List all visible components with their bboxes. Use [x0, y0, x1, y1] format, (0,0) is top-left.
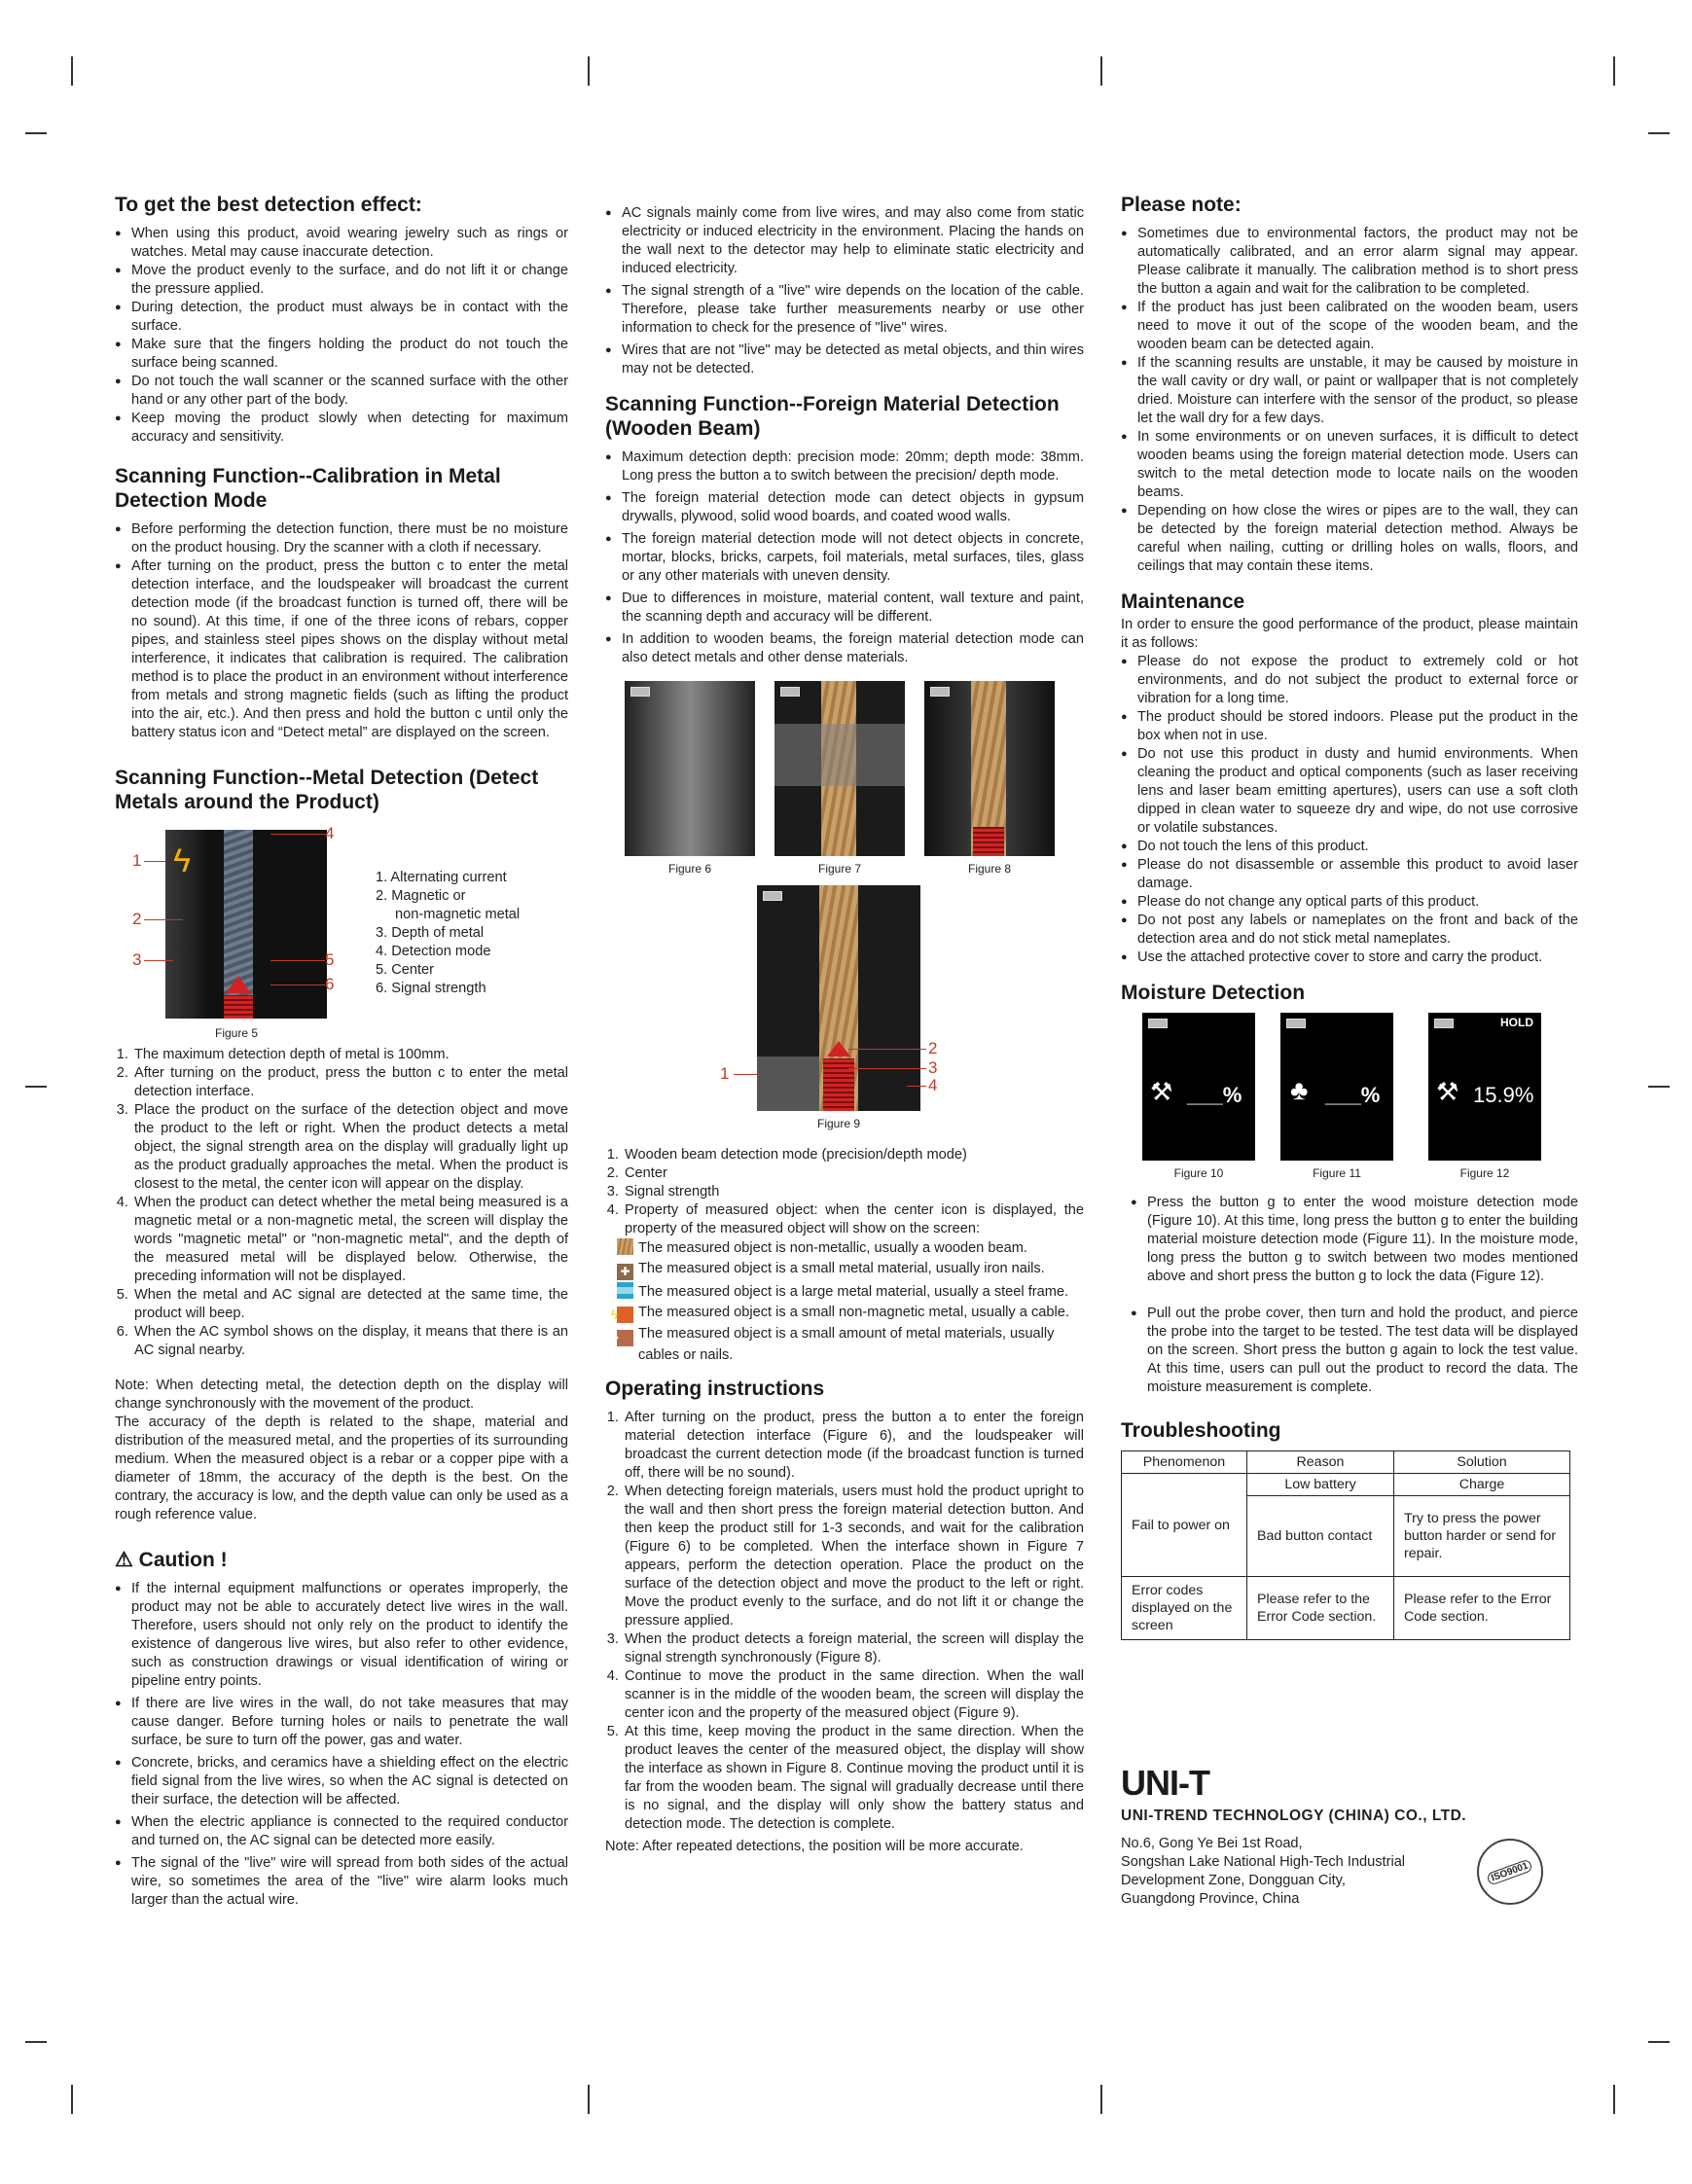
- list-item: ● Do not use this product in dusty and humid environments. When cleaning the product and optical components (such as laser receiving lens and laser beam emitting apertures), users can use a soft cloth dipped in clean water to squeeze dry and wipe, do not use corrosive or volatile substances.: [1121, 745, 1578, 838]
- figure-7-caption: Figure 7: [817, 862, 862, 876]
- signal-strength-bars: [823, 1058, 854, 1111]
- iso-seal-icon: ISO9001: [1477, 1839, 1543, 1905]
- list-item: ● Do not post any labels or nameplates on the front and back of the detection area and do not stick metal nameplates.: [1121, 912, 1578, 949]
- list-item: ● Maximum detection depth: precision mode: 20mm; depth mode: 38mm. Long press the button a to switch between the precision/ depth mode.: [605, 448, 1084, 485]
- list-item: 5. When the metal and AC signal are detected at the same time, the product will beep.: [132, 1286, 568, 1323]
- list-item: 2. Center: [623, 1164, 1084, 1183]
- list-item: 1. The maximum detection depth of metal is 100mm.: [132, 1046, 568, 1064]
- figure-9-screen: [757, 885, 920, 1111]
- callout-1: 1: [132, 851, 142, 870]
- table-row: [1122, 1451, 1570, 1474]
- list-item: 4. Property of measured object: when the center icon is displayed, the property of the measured object will show on the screen:: [623, 1201, 1084, 1238]
- best-effect-title: To get the best detection effect:: [115, 194, 422, 216]
- property-row: The measured object is a large metal material, usually a steel frame.: [617, 1282, 1084, 1302]
- address-line: No.6, Gong Ye Bei 1st Road,: [1121, 1836, 1303, 1851]
- list-item: ● During detection, the product must always be in contact with the surface.: [115, 299, 568, 336]
- list-item: ● If the internal equipment malfunctions or operates improperly, the product may not be able to accurately detect live wires in the wall. Therefore, users should not only rely on the product to identify the existence of dangerous live wires, but also refer to other evidence, such as construction drawings or visual identification of wiring or pipeline entry points.: [115, 1580, 568, 1691]
- list-item: 1. After turning on the product, press the button a to enter the foreign material detection interface (Figure 6), and the loudspeaker will broadcast the current detection mode (if the broadcast function is turned off, there will be no sound).: [623, 1409, 1084, 1483]
- crop-mark: [1613, 2085, 1615, 2114]
- callout-6: 6: [325, 975, 335, 993]
- troubleshooting-table: [1121, 1450, 1570, 1640]
- address-line: Songshan Lake National High-Tech Industrial: [1121, 1854, 1406, 1870]
- crop-mark: [588, 2085, 590, 2114]
- moisture-reading: ___%: [1325, 1083, 1381, 1107]
- maintenance-intro: In order to ensure the good performance of the product, please maintain it as follows:: [1121, 617, 1578, 651]
- table-cell: Error codes displayed on the screen: [1122, 1577, 1247, 1640]
- moisture-title: Moisture Detection: [1121, 982, 1306, 1004]
- list-item: 2. When detecting foreign materials, users must hold the product upright to the wall and then short press the foreign material detection button. And then keep the product still for 1-3 seconds, and wait for the calibration (Figure 6) to be completed. When the interface shown in Figure 7 appears, perform the detection operation. Place the product on the surface of the detection object and move the product to the left or right. Move the product evenly to the surface, and do not lift it or change the pressure applied.: [623, 1483, 1084, 1630]
- operating-note: Note: After repeated detections, the position will be more accurate.: [605, 1839, 1024, 1854]
- crop-mark: [1100, 2085, 1102, 2114]
- legend-item: 4. Detection mode: [376, 944, 491, 959]
- moisture-reading: 15.9%: [1473, 1083, 1534, 1107]
- figure-9-caption: Figure 9: [816, 1117, 861, 1130]
- list-item: ● Make sure that the fingers holding the product do not touch the surface being scanned.: [115, 336, 568, 373]
- column-middle: [605, 193, 1084, 1856]
- legend-item: 5. Center: [376, 962, 435, 978]
- legend-item: 1. Alternating current: [376, 870, 507, 885]
- list-item: ● Due to differences in moisture, material content, wall texture and paint, the scanning depth and accuracy will be different.: [605, 590, 1084, 627]
- list-item: ● After turning on the product, press the button c to enter the metal detection interface, and the loudspeaker will broadcast the current detection mode (if the broadcast function is turned off, there will be no sound). At this time, if one of the three icons of rebars, copper pipes, and stainless steel pipes shows on the display without metal interference, it indicates that calibration is required. The calibration method is to place the product in an environment without interference from metals and strong magnetic fields (such as lifting the product into the air, etc.). And then press and hold the button c until only the battery status icon and “Detect metal” are displayed on the screen.: [115, 557, 568, 742]
- metal-note: The accuracy of the depth is related to the shape, material and distribution of the measured metal, and the properties of its surrounding medium. When the measured object is a rebar or a copper pipe with a diameter of 18mm, the accuracy of the depth is the best. On the contrary, the accuracy is low, and the depth value can only be used as a rough reference value.: [115, 1414, 568, 1522]
- table-cell: Please refer to the Error Code section.: [1247, 1577, 1394, 1640]
- signal-strength-bars: [973, 827, 1004, 856]
- moisture-reading: ___%: [1187, 1083, 1242, 1107]
- table-cell: Charge: [1394, 1474, 1570, 1496]
- tree-icon: ♣: [1290, 1075, 1309, 1105]
- figure-11-screen: [1280, 1013, 1393, 1161]
- legend-item: 2. Magnetic or: [376, 888, 466, 904]
- list-item: ● Press the button g to enter the wood moisture detection mode (Figure 10). At this time, long press the button g to enter the building material moisture detection mode (Figure 11). In the moisture mode, long press the button g to switch between two modes mentioned above and short press the button g to lock the data (Figure 12).: [1131, 1194, 1578, 1286]
- company-name: UNI-TREND TECHNOLOGY (CHINA) CO., LTD.: [1121, 1808, 1467, 1824]
- center-icon: [226, 976, 251, 993]
- list-item: ● Do not touch the lens of this product.: [1121, 838, 1578, 856]
- company-block: [1121, 1765, 1578, 1911]
- ac-signal-list: [605, 204, 1084, 378]
- list-item: 2. After turning on the product, press the button c to enter the metal detection interface.: [132, 1064, 568, 1101]
- address-line: Guangdong Province, China: [1121, 1891, 1300, 1907]
- figure-7-screen: [774, 681, 905, 856]
- maintenance-list: [1121, 653, 1578, 967]
- figure-12-screen: [1428, 1013, 1541, 1161]
- list-item: ● Sometimes due to environmental factors, the product may not be automatically calibrated, and an error alarm signal may appear. Please calibrate it manually. The calibration method is to short press the button a again and wait for the calibration to be completed.: [1121, 225, 1578, 299]
- list-item: ● Use the attached protective cover to store and carry the product.: [1121, 949, 1578, 967]
- list-item: ● Before performing the detection function, there must be no moisture on the product housing. Dry the scanner with a cloth if necessary.: [115, 520, 568, 557]
- figure-5-caption: Figure 5: [214, 1026, 259, 1040]
- crop-mark: [71, 2085, 73, 2114]
- callout-3: 3: [132, 950, 142, 969]
- callout-1: 1: [720, 1064, 730, 1083]
- warning-icon: ⚠: [115, 1549, 133, 1571]
- figure-6-caption: Figure 6: [667, 862, 712, 876]
- table-header: Reason: [1247, 1451, 1394, 1474]
- maintenance-title: Maintenance: [1121, 591, 1245, 613]
- legend-item: non-magnetic metal: [395, 907, 521, 922]
- hold-indicator: HOLD: [1500, 1016, 1533, 1029]
- crop-mark: [71, 56, 73, 86]
- callout-4: 4: [325, 824, 335, 842]
- best-effect-list: [115, 225, 568, 447]
- list-item: ● AC signals mainly come from live wires, and may also come from static electricity or induced electricity in the environment. Placing the hands on the wall next to the detector may help to eliminate static electricity and induced electricity.: [605, 204, 1084, 278]
- battery-icon: [780, 687, 800, 697]
- metal-mix-icon: ◆: [617, 1330, 633, 1346]
- caution-title: ⚠ Caution !: [115, 1549, 228, 1571]
- metal-steps: [115, 1046, 568, 1360]
- legend-item: 6. Signal strength: [376, 981, 486, 996]
- list-item: ● The product should be stored indoors. Please put the product in the box when not in use.: [1121, 708, 1578, 745]
- callout-2: 2: [928, 1039, 938, 1057]
- list-item: 3. Place the product on the surface of the detection object and move the product to the left or right. When the product detects a metal object, the signal strength area on the display will gradually light up as the product gradually approaches the metal. When the product is closest to the metal, the center icon will appear on the display.: [132, 1101, 568, 1194]
- list-item: ● In some environments or on uneven surfaces, it is difficult to detect wooden beams using the foreign material detection mode. Users can switch to the metal detection mode to locate nails on the wooden beams.: [1121, 428, 1578, 502]
- list-item: 1. Wooden beam detection mode (precision/depth mode): [623, 1146, 1084, 1164]
- list-item: ● Please do not change any optical parts of this product.: [1121, 893, 1578, 912]
- figure-5: [115, 824, 568, 1046]
- callout-2: 2: [132, 910, 142, 928]
- wood-moisture-icon: ⚒: [1150, 1077, 1173, 1106]
- battery-icon: [1148, 1019, 1168, 1028]
- address-line: Development Zone, Dongguan City,: [1121, 1873, 1346, 1888]
- property-list: [605, 1238, 1084, 1365]
- list-item: ● Move the product evenly to the surface, and do not lift it or change the pressure applied.: [115, 262, 568, 299]
- ac-lightning-icon: ϟ: [173, 842, 191, 879]
- crop-mark: [25, 132, 47, 134]
- property-row: ✚ The measured object is a small metal material, usually iron nails.: [617, 1260, 1084, 1280]
- list-item: 4. When the product can detect whether the metal being measured is a magnetic metal or a non-magnetic metal, the screen will display the words "magnetic metal" or "non-magnetic metal", and the depth of the measured metal will be displayed below. Otherwise, the preceding information will not be displayed.: [132, 1194, 568, 1286]
- list-item: ● Please do not expose the product to extremely cold or hot environments, and do not subject the product to external force or vibration for a long time.: [1121, 653, 1578, 708]
- table-cell: Please refer to the Error Code section.: [1394, 1577, 1570, 1640]
- foreign-material-title: Scanning Function--Foreign Material Detection (Wooden Beam): [605, 393, 1060, 440]
- nail-icon: ✚: [617, 1264, 633, 1280]
- list-item: ● Keep moving the product slowly when detecting for maximum accuracy and sensitivity.: [115, 410, 568, 447]
- steel-frame-icon: [617, 1282, 633, 1299]
- battery-icon: [1434, 1019, 1454, 1028]
- figure-5-legend: [376, 869, 520, 998]
- figure-11-caption: Figure 11: [1313, 1166, 1361, 1180]
- list-item: ● Wires that are not "live" may be detected as metal objects, and thin wires may not be detected.: [605, 341, 1084, 378]
- wood-moisture-icon: ⚒: [1436, 1077, 1459, 1106]
- list-item: ● Pull out the probe cover, then turn and hold the product, and pierce the probe into the target to be tested. The test data will be displayed on the screen. Short press the button g again to lock the test value. At this time, users can pull out the product to record the data. The moisture measurement is complete.: [1131, 1305, 1578, 1397]
- operating-steps: [605, 1409, 1084, 1834]
- moisture-list: [1121, 1194, 1578, 1397]
- column-right: [1121, 193, 1578, 1911]
- property-row: ϟ The measured object is a small non-magnetic metal, usually a cable.: [610, 1305, 1069, 1322]
- figures-10-12: [1121, 1013, 1578, 1194]
- list-item: ● The signal strength of a "live" wire depends on the location of the cable. Therefore, please take further measurements nearby or use other information to check for the presence of "live" wires.: [605, 282, 1084, 338]
- foreign-material-list: [605, 448, 1084, 667]
- figure-6-screen: [625, 681, 755, 856]
- crop-mark: [25, 2041, 47, 2043]
- battery-icon: [1286, 1019, 1306, 1028]
- calibration-list: [115, 520, 568, 742]
- table-cell: Low battery: [1247, 1474, 1394, 1496]
- list-item: ● When using this product, avoid wearing jewelry such as rings or watches. Metal may cause inaccurate detection.: [115, 225, 568, 262]
- list-item: ● The foreign material detection mode will not detect objects in concrete, mortar, blocks, bricks, carpets, foil materials, metal surfaces, tiles, glass or any other materials with uneven density.: [605, 530, 1084, 586]
- list-item: ● If the product has just been calibrated on the wooden beam, users need to move it out of the scope of the wooden beam, and the wooden beam can be detected again.: [1121, 299, 1578, 354]
- center-icon: [827, 1041, 850, 1056]
- figures-6-9: [605, 677, 1084, 1140]
- column-left: [115, 193, 568, 1910]
- uni-t-logo: UNI-T: [1121, 1763, 1209, 1803]
- list-item: ● In addition to wooden beams, the foreign material detection mode can also detect metals and other dense materials.: [605, 630, 1084, 667]
- wood-icon: [617, 1238, 633, 1255]
- list-item: ● Depending on how close the wires or pipes are to the wall, they can be detected by the foreign material detection method. Always be careful when nailing, cutting or drilling holes on walls, floors, and ceilings that may contain these items.: [1121, 502, 1578, 576]
- list-item: 3. When the product detects a foreign material, the screen will display the signal strength synchronously (Figure 8).: [623, 1630, 1084, 1667]
- figure-8-screen: [924, 681, 1055, 856]
- property-row: ◆ The measured object is a small amount of metal materials, usually cables or nails.: [610, 1326, 1055, 1363]
- list-item: ● Concrete, bricks, and ceramics have a shielding effect on the electric field signal from the live wires, so when the AC signal is detected on their surface, the detection will be affected.: [115, 1754, 568, 1809]
- figure-8-caption: Figure 8: [967, 862, 1012, 876]
- list-item: ● Please do not disassemble or assemble this product to avoid laser damage.: [1121, 856, 1578, 893]
- crop-mark: [1648, 1086, 1670, 1088]
- crop-mark: [1648, 132, 1670, 134]
- mode-indicator: [757, 1056, 819, 1111]
- crop-mark: [1613, 56, 1615, 86]
- list-item: 5. At this time, keep moving the product in the same direction. When the product leaves the center of the measured object, the display will show the interface as shown in Figure 8. Continue moving the product until it is far from the wooden beam. The signal will gradually decrease until there is no signal, and the display will only show the battery status and detection mode. The detection is complete.: [623, 1723, 1084, 1834]
- list-item: ● When the electric appliance is connected to the required conductor and turned on, the AC signal can be detected more easily.: [115, 1813, 568, 1850]
- please-note-list: [1121, 225, 1578, 576]
- signal-strength-bars: [224, 995, 253, 1019]
- metal-screen: [165, 830, 327, 1019]
- list-item: ● Do not touch the wall scanner or the scanned surface with the other hand or any other part of the body.: [115, 373, 568, 410]
- troubleshooting-title: Troubleshooting: [1121, 1419, 1281, 1442]
- list-item: ● If there are live wires in the wall, do not take measures that may cause danger. Before turning holes or nails to penetrate the wall surface, be sure to turn off the power, gas and water.: [115, 1695, 568, 1750]
- metal-note: Note: When detecting metal, the detection depth on the display will change synchronously with the movement of the product.: [115, 1378, 568, 1412]
- figure-10-screen: [1142, 1013, 1255, 1161]
- figure-9-legend: [605, 1146, 1084, 1238]
- battery-icon: [763, 891, 782, 901]
- crop-mark: [1648, 2041, 1670, 2043]
- table-cell: Bad button contact: [1247, 1496, 1394, 1577]
- list-item: 6. When the AC symbol shows on the display, it means that there is an AC signal nearby.: [132, 1323, 568, 1360]
- table-cell: Fail to power on: [1122, 1474, 1247, 1577]
- crop-mark: [1100, 56, 1102, 86]
- caution-list: [115, 1580, 568, 1910]
- callout-4: 4: [928, 1076, 938, 1094]
- crop-mark: [588, 56, 590, 86]
- list-item: 4. Continue to move the product in the same direction. When the wall scanner is in the middle of the wooden beam, the screen will display the center icon and the property of the measured object (Figure 9).: [623, 1667, 1084, 1723]
- figure-10-caption: Figure 10: [1173, 1166, 1224, 1180]
- cable-icon: ϟ: [617, 1307, 633, 1323]
- table-cell: Try to press the power button harder or send for repair.: [1394, 1496, 1570, 1577]
- metal-detection-title: Scanning Function--Metal Detection (Detect Metals around the Product): [115, 767, 539, 813]
- list-item: ● If the scanning results are unstable, it may be caused by moisture in the wall cavity or dry wall, or paint or wallpaper that is not completely dried. Moisture can interfere with the sensor of the product, so please let the wall dry for a few days.: [1121, 354, 1578, 428]
- list-item: ● The foreign material detection mode can detect objects in gypsum drywalls, plywood, solid wood boards, and coated wood walls.: [605, 489, 1084, 526]
- crop-mark: [25, 1086, 47, 1088]
- legend-item: 3. Depth of metal: [376, 925, 485, 941]
- table-row: [1122, 1577, 1570, 1640]
- table-header: Solution: [1394, 1451, 1570, 1474]
- callout-3: 3: [928, 1058, 938, 1077]
- please-note-title: Please note:: [1121, 194, 1242, 216]
- table-row: [1122, 1474, 1570, 1496]
- property-row: The measured object is non-metallic, usually a wooden beam.: [617, 1238, 1084, 1258]
- battery-icon: [930, 687, 950, 697]
- table-header: Phenomenon: [1122, 1451, 1247, 1474]
- list-item: ● The signal of the "live" wire will spread from both sides of the actual wire, so sometimes the area of the "live" wire alarm looks much larger than the actual wire.: [115, 1854, 568, 1910]
- calibration-title: Scanning Function--Calibration in Metal Detection Mode: [115, 465, 501, 512]
- list-item: 3. Signal strength: [623, 1183, 1084, 1201]
- callout-5: 5: [325, 950, 335, 969]
- figure-12-caption: Figure 12: [1459, 1166, 1510, 1180]
- operating-title: Operating instructions: [605, 1378, 825, 1400]
- battery-icon: [630, 687, 650, 697]
